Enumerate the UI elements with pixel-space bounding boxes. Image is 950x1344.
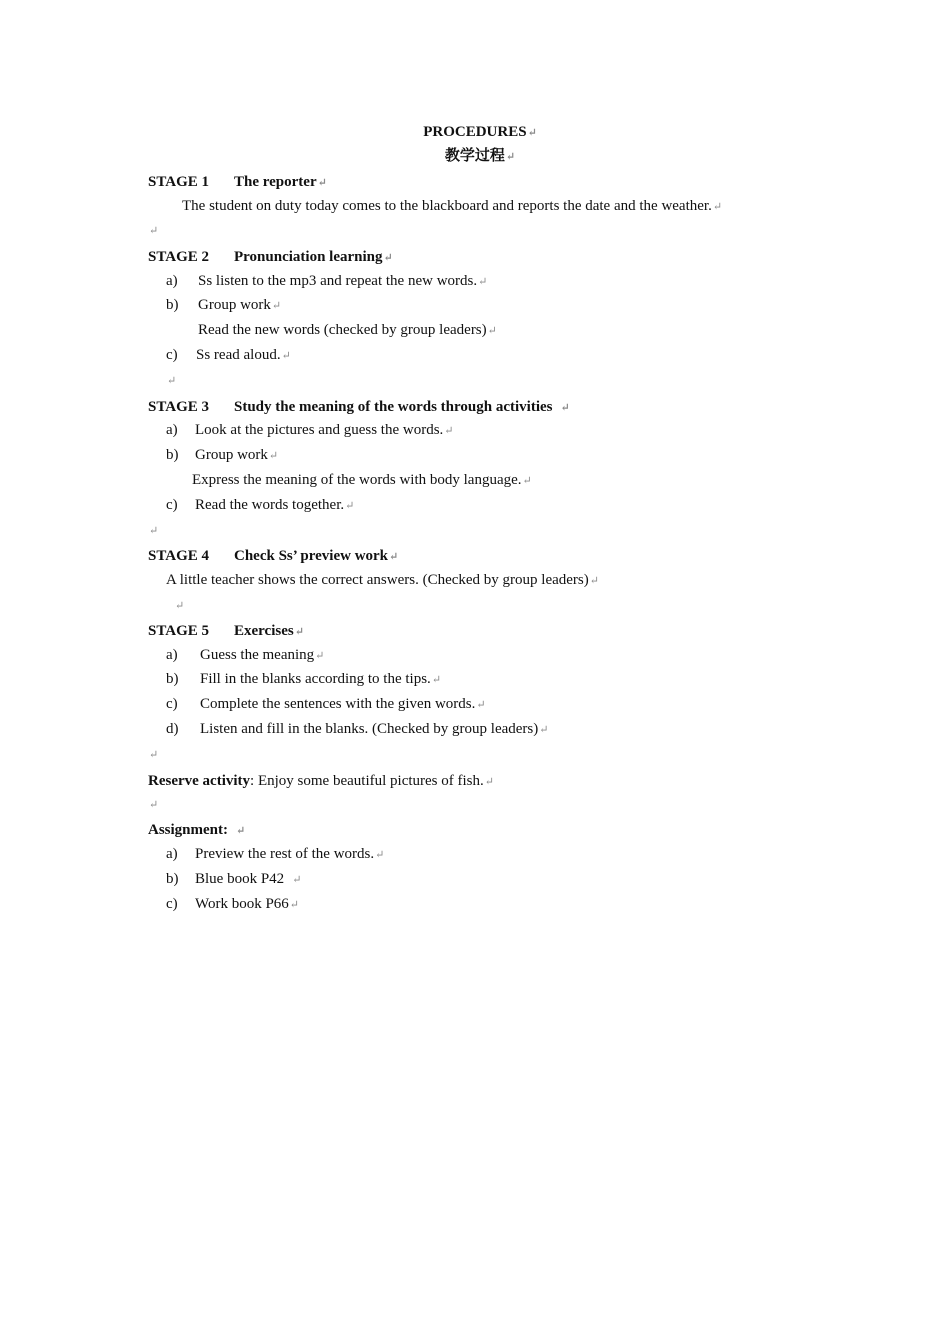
doc-title: PROCEDURES↵ (423, 124, 537, 140)
reserve-activity: Reserve activity: Enjoy some beautiful pictures of fish.↵ (148, 773, 494, 789)
stage-2-item-a: a) Ss listen to the mp3 and repeat the new words.↵ (166, 273, 488, 289)
stage-1-heading: STAGE 1 The reporter↵ (148, 174, 327, 190)
stage-3-item-b-detail: Express the meaning of the words with body language.↵ (192, 472, 532, 488)
stage-5-item-d: d) Listen and fill in the blanks. (Checked by group leaders)↵ (166, 721, 549, 737)
stage-2-item-c: c) Ss read aloud.↵ (166, 347, 291, 363)
stage-5-heading: STAGE 5 Exercises↵ (148, 623, 304, 639)
doc-title-chinese: 教学过程↵ (444, 148, 516, 164)
paragraph-mark: ↵ (149, 225, 159, 237)
stage-5-item-a: a) Guess the meaning↵ (166, 647, 325, 663)
paragraph-mark: ↵ (167, 375, 177, 387)
paragraph-mark: ↵ (149, 749, 159, 761)
stage-2-item-b: b) Group work↵ (166, 297, 282, 313)
stage-5-item-c: c) Complete the sentences with the given words.↵ (166, 696, 486, 712)
paragraph-mark: ↵ (175, 600, 185, 612)
stage-3-item-c: c) Read the words together.↵ (166, 497, 355, 513)
stage-4-heading: STAGE 4 Check Ss’ preview work↵ (148, 548, 399, 564)
stage-3-heading: STAGE 3 Study the meaning of the words through activities ↵ (148, 399, 570, 415)
stage-3-item-a: a) Look at the pictures and guess the words.↵ (166, 422, 454, 438)
stage-5-item-b: b) Fill in the blanks according to the tips.↵ (166, 671, 442, 687)
stage-2-heading: STAGE 2 Pronunciation learning↵ (148, 249, 393, 265)
stage-1-text: The student on duty today comes to the blackboard and reports the date and the weather.↵ (182, 198, 723, 214)
assignment-heading: Assignment: ↵ (148, 822, 246, 838)
paragraph-mark: ↵ (149, 799, 159, 811)
stage-4-text: A little teacher shows the correct answers. (Checked by group leaders)↵ (166, 572, 599, 588)
assignment-item-c: c) Work book P66↵ (166, 896, 300, 912)
stage-2-item-b-detail: Read the new words (checked by group leaders)↵ (198, 322, 497, 338)
stage-3-item-b: b) Group work↵ (166, 447, 279, 463)
assignment-item-a: a) Preview the rest of the words.↵ (166, 846, 385, 862)
paragraph-mark: ↵ (149, 525, 159, 537)
assignment-item-b: b) Blue book P42 ↵ (166, 871, 302, 887)
